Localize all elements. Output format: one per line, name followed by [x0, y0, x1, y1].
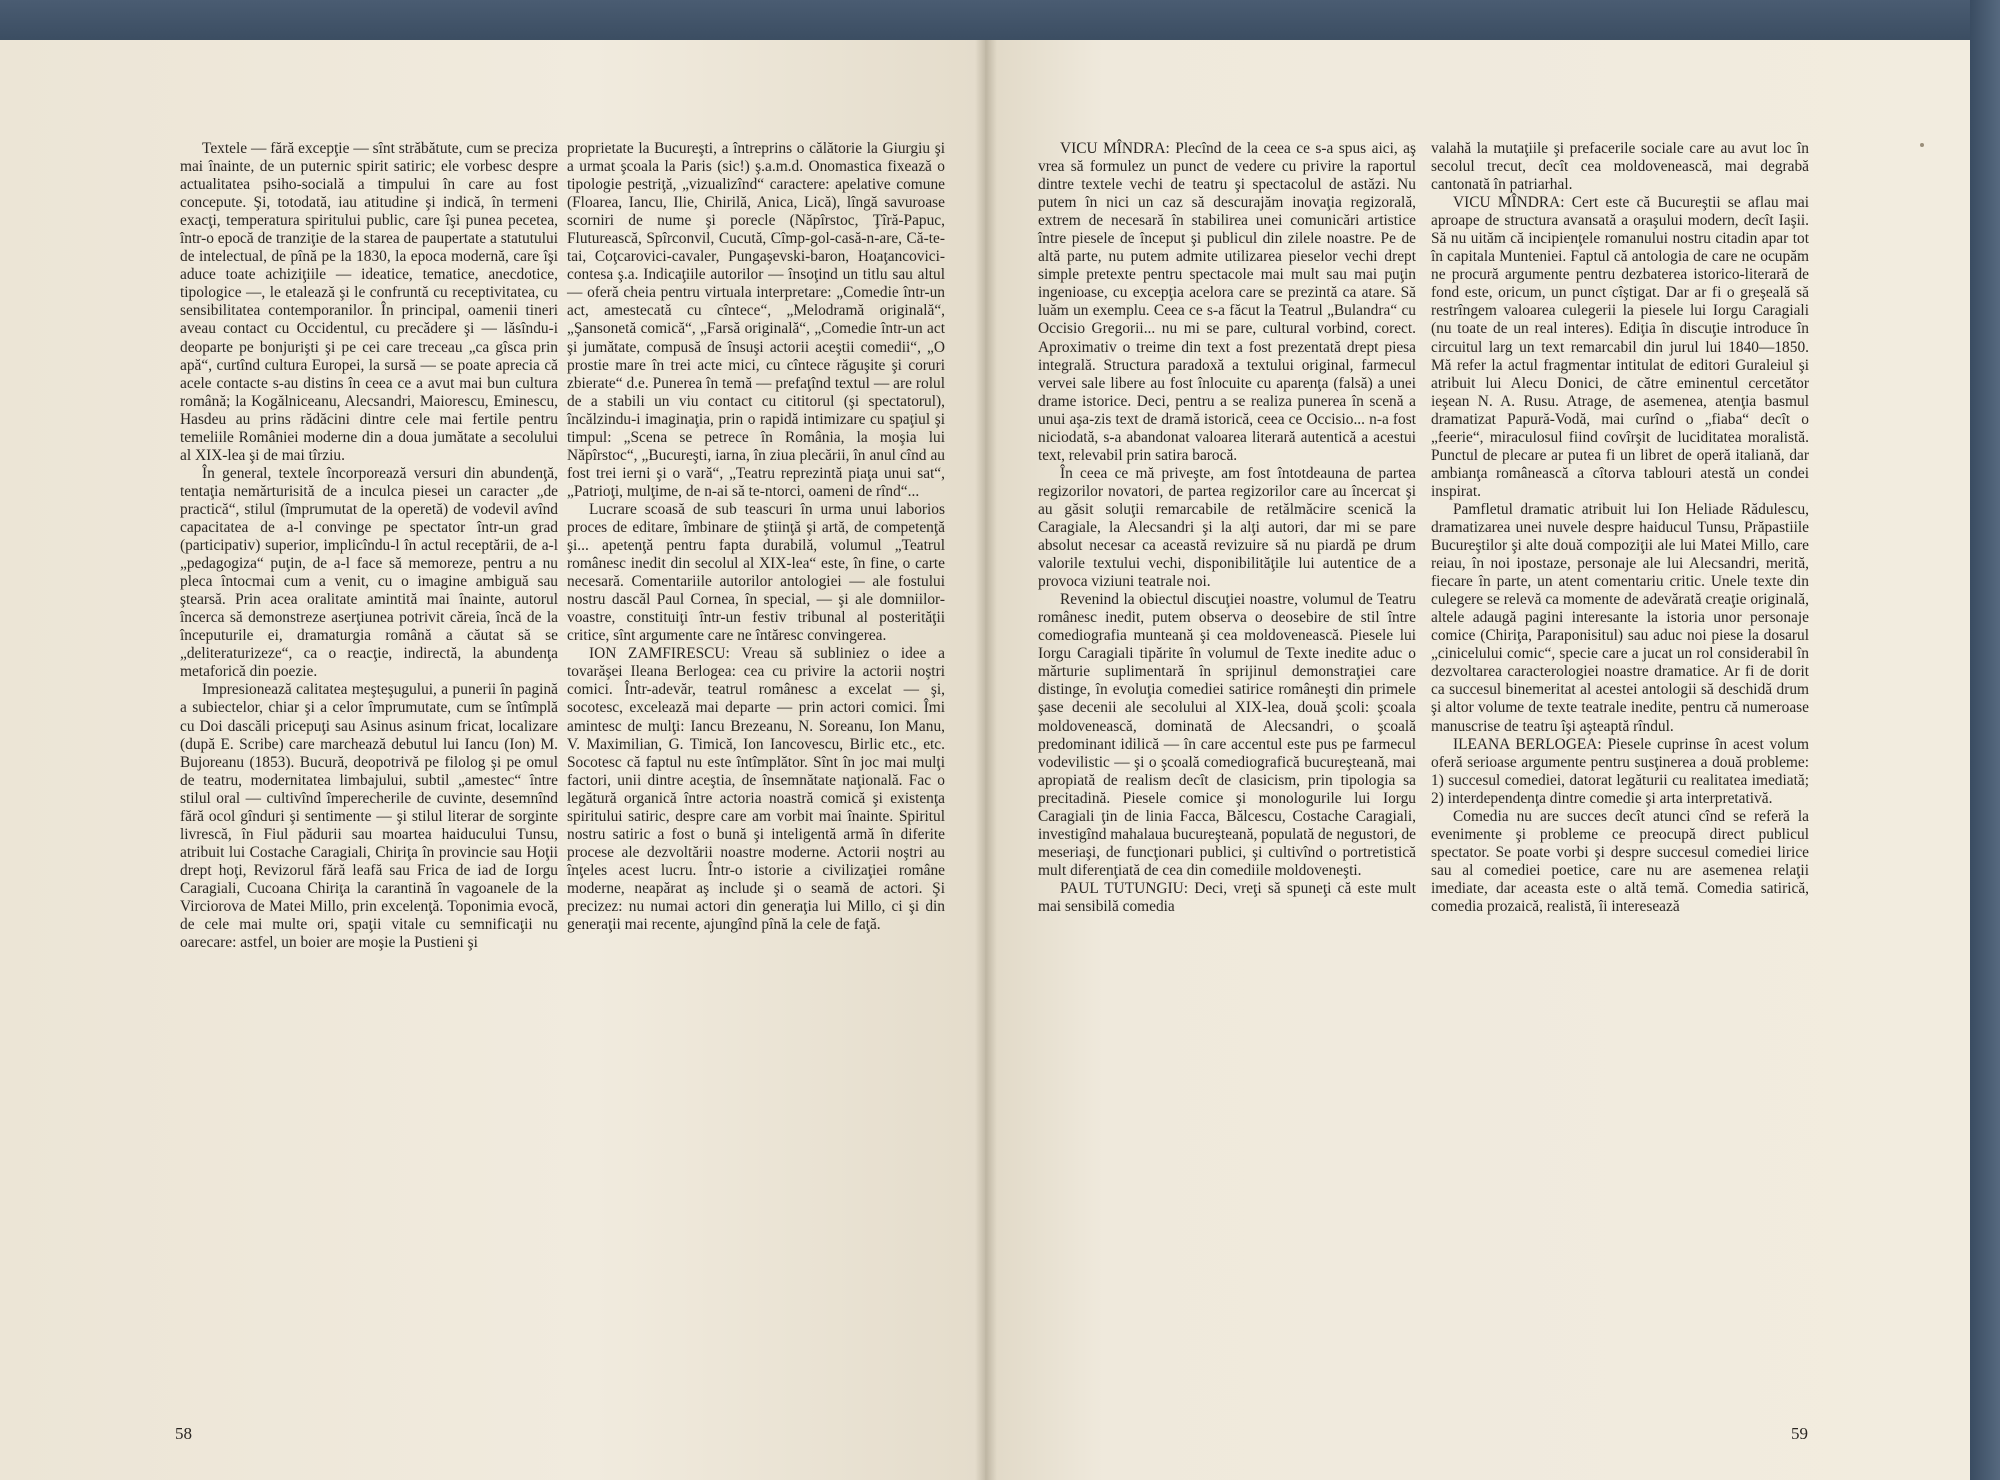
paragraph: Pamfletul dramatic atribuit lui Ion Heliade Rădulescu, dramatizarea unei nuvele despre haiducul Tunsu, Prăpastiile Bucureştilor şi alte două compoziţii ale lui Matei Millo, care reiau, în noi ipostaze, personaje ale lui Alecsandri, merită, fiecare în parte, un atent comentariu critic. Unele texte din culegere se relevă ca momente de adevărată creaţie originală, altele adaugă pagini interesante la istoria unor personaje comice (Chiriţa, Paraponisitul) sau aduc noi piese la dosarul „cinicelului comic“, specie care a jucat un rol considerabil în dezvoltarea caracterologiei noastre dramatice. Ar fi de dorit ca succesul binemeritat al acestei antologii să deschidă drum şi altor volume de texte teatrale inedite, pentru că numeroase manuscrise de teatru îşi aşteaptă rîndul.	[1431, 500, 1809, 735]
page-number-right: 59	[1791, 1424, 1808, 1443]
paragraph: În ceea ce mă priveşte, am fost întotdeauna de partea regizorilor novatori, de partea regizorilor care au încercat şi au găsit soluţii remarcabile de retălmăcire scenică la Caragiale, la Alecsandri şi la alţi autori, dar mi se pare absolut necesar ca această revizuire să nu piardă pe drum valorile textului vechi, disponibilităţile lui autentice de a provoca viziuni teatrale noi.	[1038, 464, 1416, 591]
paragraph: ILEANA BERLOGEA: Piesele cuprinse în acest volum oferă serioase argumente pentru susţinerea a două probleme: 1) succesul comediei, datorat legăturii cu realitatea imediată; 2) interdependenţa dintre comedie şi arta interpretativă.	[1431, 735, 1809, 807]
paragraph: VICU MÎNDRA: Cert este că Bucureştii se aflau mai aproape de structura avansată a oraşului modern, decît Iaşii. Să nu uităm că incipienţele romanului nostru citadin apar tot în capitala Munteniei. Faptul că antologia de care ne ocupăm ne procură argumente pentru dezbaterea istorico-literară de fond este, oricum, un punct cîştigat. Dar ar fi o greşeală să restrîngem valoarea culegerii la piesele lui Iorgu Caragiali (nu toate de un real interes). Ediţia în discuţie introduce în circuitul larg un text remarcabil din jurul lui 1840—1850. Mă refer la actul fragmentar intitulat de editori Guraleiul şi atribuit lui Alecu Donici, de către eminentul cercetător ieşean N. A. Rusu. Atrage, de asemenea, atenţia basmul dramatizat Papură-Vodă, mai curînd o „fiaba“ decît o „feerie“, miraculosul fiind covîrşit de luciditatea moralistă. Punctul de plecare ar putea fi un libret de operă italiană, dar ambianţa românească a cîtorva tablouri atestă un condei inspirat.	[1431, 194, 1809, 500]
left-page-column-2	[567, 140, 945, 934]
paragraph: proprietate la Bucureşti, a întreprins o călătorie la Giurgiu şi a urmat şcoala la Paris (sic!) ş.a.m.d. Onomastica fixează o tipologie pestriţă, „vizualizînd“ caractere: apelative comune (Floarea, Iancu, Ilie, Chirilă, Anica, Lică), lîngă savuroase scorniri de nume şi porecle (Năpîrstoc, Ţîră-Papuc, Fluturească, Spîrconvil, Cucută, Cîmp-gol-casă-n-are, Că-te-tai, Coţcarovici-cavaler, Pungaşevski-baron, Hoaţancovici-contesa ş.a. Indicaţiile autorilor — însoţind un titlu sau altul — oferă cheia pentru virtuala interpretare: „Comedie într-un act, amestecată cu cîntece“, „Melodramă originală“, „Şansonetă comică“, „Farsă originală“, „Comedie într-un act şi jumătate, compusă de însuşi actorii aceştii comedii“, „O prostie mare în trei acte mici, cu cîntece răguşite şi coruri zbierate“ d.e. Punerea în temă — prefaţînd textul — are rolul de a stabili un viu contact cu cititorul (şi spectatorul), încălzindu-i imaginaţia, prin o rapidă intimizare cu spaţiul şi timpul: „Scena se petrece în România, la moşia lui Năpîrstoc“, „Bucureşti, iarna, în ziua plecării, în anul cînd au fost trei ierni şi o vară“, „Teatru reprezintă piaţa unui sat“, „Patrioţi, mulţime, de n-ai să te-ntorci, oameni de rînd“...	[567, 140, 945, 500]
left-page	[0, 40, 985, 1480]
paragraph: VICU MÎNDRA: Plecînd de la ceea ce s-a spus aici, aş vrea să formulez un punct de vedere cu privire la raportul dintre textele vechi de teatru şi spectacolul de astăzi. Nu putem în nici un caz să descurajăm inovaţia regizorală, extrem de necesară în stabilirea unei comunicări artistice între piesele de început şi publicul din zilele noastre. Pe de altă parte, nu putem admite utilizarea pieselor vechi drept simple pretexte pentru spectacole mai mult sau mai puţin ingenioase, cu excepţia acelora care se prezintă ca atare. Să luăm un exemplu. Ceea ce s-a făcut la Teatrul „Bulandra“ cu Occisio Gregorii... nu mi se pare, cultural vorbind, corect. Aproximativ o treime din text a fost prezentată drept piesa integrală. Structura paradoxă a textului original, farmecul vervei sale libere au fost înlocuite cu aparenţa (falsă) a unei drame istorice. Deci, pentru a se realiza punerea în scenă a unui aşa-zis text de dramă istorică, ceea ce Occisio... n-a fost niciodată, s-a abandonat valoarea literară autentică a acestui text, relevabil prin satira barocă.	[1038, 140, 1416, 464]
book-gutter	[975, 40, 997, 1480]
paragraph: Impresionează calitatea meşteşugului, a punerii în pagină a subiectelor, chiar şi a celor împrumutate, cum se întîmplă cu Doi dascăli pricepuţi sau Asinus asinum fricat, localizare (după E. Scribe) care marchează debutul lui Iancu (Ion) M. Bujoreanu (1853). Bucură, deopotrivă pe filolog şi pe omul de teatru, modernitatea limbajului, subtil „amestec“ între stilul oral — cultivînd împerecherile de cuvinte, desemnînd fără ocol gînduri şi sentimente — şi stilul literar de sorginte livrescă, în Fiul pădurii sau moartea haiducului Tunsu, atribuit lui Costache Caragiali, Chiriţa în provincie sau Hoţii drept hoţi, Revizorul fără leafă sau Frica de iad de Iorgu Caragiali, Cucoana Chiriţa la carantină în vagoanele de la Virciorova de Matei Millo, prin excelenţă. Toponimia evocă, de cele mai multe ori, spaţii vitale cu semnificaţii nu oarecare: astfel, un boier are moşie la Pustieni şi	[180, 681, 558, 952]
left-page-column-1	[180, 140, 558, 952]
paragraph: Comedia nu are succes decît atunci cînd se referă la evenimente şi probleme ce preocupă direct publicul spectator. Se poate vorbi şi despre succesul comediei lirice sau al comediei poetice, care nu are asemenea relaţii imediate, dar aceasta este o altă temă. Comedia satirică, comedia prozaică, realistă, îi interesează	[1431, 807, 1809, 915]
right-page-column-2	[1431, 140, 1809, 916]
paragraph: Revenind la obiectul discuţiei noastre, volumul de Teatru românesc inedit, putem observa o deosebire de stil între comediografia munteană şi cea moldovenească. Piesele lui Iorgu Caragiali tipărite în volumul de Texte inedite aduc o mărturie suplimentară în sprijinul demonstraţiei care distinge, în evoluţia comediei satirice româneşti din primele şase decenii ale secolului al XIX-lea, două şcoli: şcoala moldovenească, dominată de Alecsandri, o şcoală predominant idilică — în care accentul este pus pe farmecul vodevilistic — şi o şcoală comediografică bucureşteană, mai apropiată de realism decît de clasicism, prin tipologia sa precitadină. Piesele comice şi monologurile lui Iorgu Caragiali ţin de linia Facca, Bălcescu, Costache Caragiali, investigînd mahalaua bucureşteană, populată de negustori, de meseriaşi, de funcţionari publici, şi cultivînd o portretistică mult diferenţiată de cea din comediile moldoveneşti.	[1038, 591, 1416, 879]
paragraph: Lucrare scoasă de sub teascuri în urma unui laborios proces de editare, îmbinare de ştiinţă şi artă, de competenţă şi... apetenţă pentru fapta durabilă, volumul „Teatrul românesc inedit din secolul al XIX-lea“ este, în fine, o carte necesară. Comentariile autorilor antologiei — ale fostului nostru dascăl Paul Cornea, în special, — şi ale domniilor-voastre, constituiţi într-un festiv tribunal al posterităţii critice, sînt argumente care ne întăresc convingerea.	[567, 500, 945, 645]
paragraph: În general, textele încorporează versuri din abundenţă, tentaţia nemărturisită de a inculca piesei un caracter „de practică“, stilul (împrumutat de la operetă) de vodevil avînd capacitatea de a-l convinge pe spectator într-un grad (participativ) superior, implicîndu-l în actul receptării, de a-l „pedagogiza“ puţin, de a-l face să memoreze, pentru a nu pleca întocmai cum a venit, cu o imagine ambiguă sau ştearsă. Prin acea oralitate amintită mai înainte, autorul încerca să demonstreze aserţiunea potrivit căreia, încă de la începuturile ei, dramaturgia română a căutat să se „deliteraturizeze“, ca o reacţie, indirectă, la abundenţa metaforică din poezie.	[180, 464, 558, 681]
right-page-column-1	[1038, 140, 1416, 916]
paper-blemish	[1920, 143, 1924, 147]
right-page	[985, 40, 1970, 1480]
paragraph: PAUL TUTUNGIU: Deci, vreţi să spuneţi că este mult mai sensibilă comedia	[1038, 879, 1416, 915]
paragraph: Textele — fără excepţie — sînt străbătute, cum se preciza mai înainte, de un puternic spirit satiric; ele vorbesc despre actualitatea psiho-socială a timpului în care au fost concepute. Şi, totodată, iau atitudine şi indică, în termeni exacţi, temperatura spiritului public, care îşi punea pecetea, într-o epocă de tranziţie de la starea de paupertate a statutului de intelectual, de pînă pe la 1830, la epoca modernă, care îşi aduce toate achiziţiile — ideatice, tematice, anecdotice, tipologice —, le etalează şi le confruntă cu receptivitatea, cu sensibilitatea contemporanilor. În principal, oamenii tineri aveau contact cu Occidentul, cu precădere şi — lăsîndu-i deoparte pe bonjurişti şi pe cei care treceau „ca gîsca prin apă“, curtînd cultura Europei, la sursă — se poate aprecia că acele contacte s-au distins în ceea ce a avut mai bun cultura română; la Kogălniceanu, Alecsandri, Maiorescu, Eminescu, Hasdeu au prins rădăcini dintre cele mai fertile pentru temeliile României moderne din a doua jumătate a secolului al XIX-lea şi de mai tîrziu.	[180, 140, 558, 464]
paragraph: valahă la mutaţiile şi prefacerile sociale care au avut loc în secolul trecut, decît cea moldovenească, mai degrabă cantonată în patriarhal.	[1431, 140, 1809, 194]
book-cover-right-edge	[1970, 0, 2000, 1480]
page-number-left: 58	[175, 1424, 192, 1443]
paragraph: ION ZAMFIRESCU: Vreau să subliniez o idee a tovarăşei Ileana Berlogea: cea cu privire la actorii noştri comici. Într-adevăr, teatrul românesc a excelat — şi, socotesc, excelează mai departe — prin actori comici. Îmi amintesc de mulţi: Iancu Brezeanu, N. Soreanu, Ion Manu, V. Maximilian, G. Timică, Ion Iancovescu, Birlic etc., etc. Socotesc că faptul nu este întîmplător. Sînt în joc mai mulţi factori, unii dintre aceştia, de însemnătate naţională. Fac o legătură organică între actoria noastră comică şi existenţa spiritului satiric, despre care am vorbit mai înainte. Spiritul nostru satiric a fost o bună şi inteligentă armă în diferite procese ale dezvoltării noastre moderne. Actorii noştri au înţeles acest lucru. Într-o istorie a civilizaţiei române moderne, neapărat aş include şi o seamă de actori. Şi precizez: nu numai actori din generaţia lui Millo, ci şi din generaţii mai recente, ajungînd pînă la cele de faţă.	[567, 645, 945, 934]
